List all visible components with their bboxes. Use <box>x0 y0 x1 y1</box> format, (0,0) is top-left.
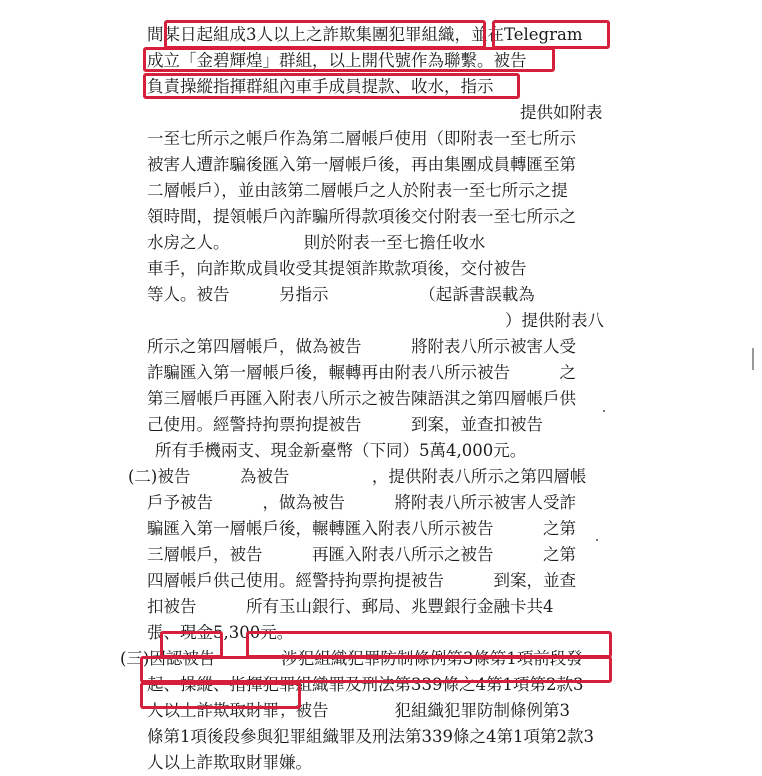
scan-speck <box>596 539 598 541</box>
highlight-box <box>164 20 486 49</box>
highlight-box <box>140 682 301 709</box>
text-line: 三層帳戶，被告 再匯入附表八所示之被告 之第 <box>147 545 576 564</box>
text-line: 所有手機兩支、現金新臺幣（下同）5萬4,000元。 <box>155 441 527 460</box>
text-line: 人以上詐欺取財罪；被告 犯組織犯罪防制條例第3 <box>147 701 570 720</box>
text-line: 起、操縱、指揮犯罪組織罪及刑法第339條之4第1項第2款3 <box>147 675 584 694</box>
text-line: 條第1項後段參與犯罪組織罪及刑法第339條之4第1項第2款3 <box>147 727 594 746</box>
text-line: 車手，向詐欺成員收受其提領詐欺款項後，交付被告 <box>147 259 527 278</box>
text-line: 己使用。經警持拘票拘提被告 到案，並查扣被告 <box>147 415 543 434</box>
text-line: 二層帳戶），並由該第二層帳戶之人於附表一至七所示之提 <box>147 181 568 200</box>
text-line: (三)因認被告 涉犯組織犯罪防制條例第3條第1項前段發 <box>120 649 583 668</box>
text-line: 第三層帳戶再匯入附表八所示之被告陳語淇之第四層帳戶供 <box>147 389 576 408</box>
text-line: 戶予被告 ，做為被告 將附表八所示被害人受詐 <box>147 493 576 512</box>
text-line: 被害人遭詐騙後匯入第一層帳戶後，再由集團成員轉匯至第 <box>147 155 576 174</box>
text-line: 提供如附表 <box>520 103 603 122</box>
text-line: 張、現金5,300元。 <box>147 623 294 642</box>
text-line: 四層帳戶供己使用。經警持拘票拘提被告 到案，並查 <box>147 571 576 590</box>
text-line: 所示之第四層帳戶，做為被告 將附表八所示被害人受 <box>147 337 576 356</box>
text-line: 騙匯入第一層帳戶後，輾轉匯入附表八所示被告 之第 <box>147 519 576 538</box>
text-line: 成立「金碧輝煌」群組，以上開代號作為聯繫。被告 <box>147 51 527 70</box>
highlight-box <box>143 47 555 72</box>
highlight-box <box>160 631 223 658</box>
highlight-box <box>246 631 612 658</box>
scan-speck <box>603 410 605 412</box>
text-line: (二)被告 為被告 ，提供附表八所示之第四層帳 <box>128 467 587 486</box>
highlight-box <box>492 20 610 49</box>
text-line: 負責操縱指揮群組內車手成員提款、收水，指示 <box>147 77 494 96</box>
text-line: 領時間，提領帳戶內詐騙所得款項後交付附表一至七所示之 <box>147 207 576 226</box>
text-line: 詐騙匯入第一層帳戶後，輾轉再由附表八所示被告 之 <box>147 363 576 382</box>
text-line: 間某日起組成3人以上之詐欺集團犯罪組織，並在Telegram <box>147 25 583 44</box>
text-line: 扣被告 所有玉山銀行、郵局、兆豐銀行金融卡共4 <box>147 597 554 616</box>
text-line: 水房之人。 則於附表一至七擔任收水 <box>147 233 486 252</box>
text-line: 一至七所示之帳戶作為第二層帳戶使用（即附表一至七所示 <box>147 129 576 148</box>
text-line: 等人。被告 另指示 （起訴書誤載為 <box>147 285 535 304</box>
text-line: ）提供附表八 <box>505 311 604 330</box>
highlight-box <box>140 656 612 683</box>
text-line: 人以上詐欺取財罪嫌。 <box>147 753 312 772</box>
highlight-box <box>143 73 520 99</box>
scan-edge-mark <box>752 348 754 370</box>
